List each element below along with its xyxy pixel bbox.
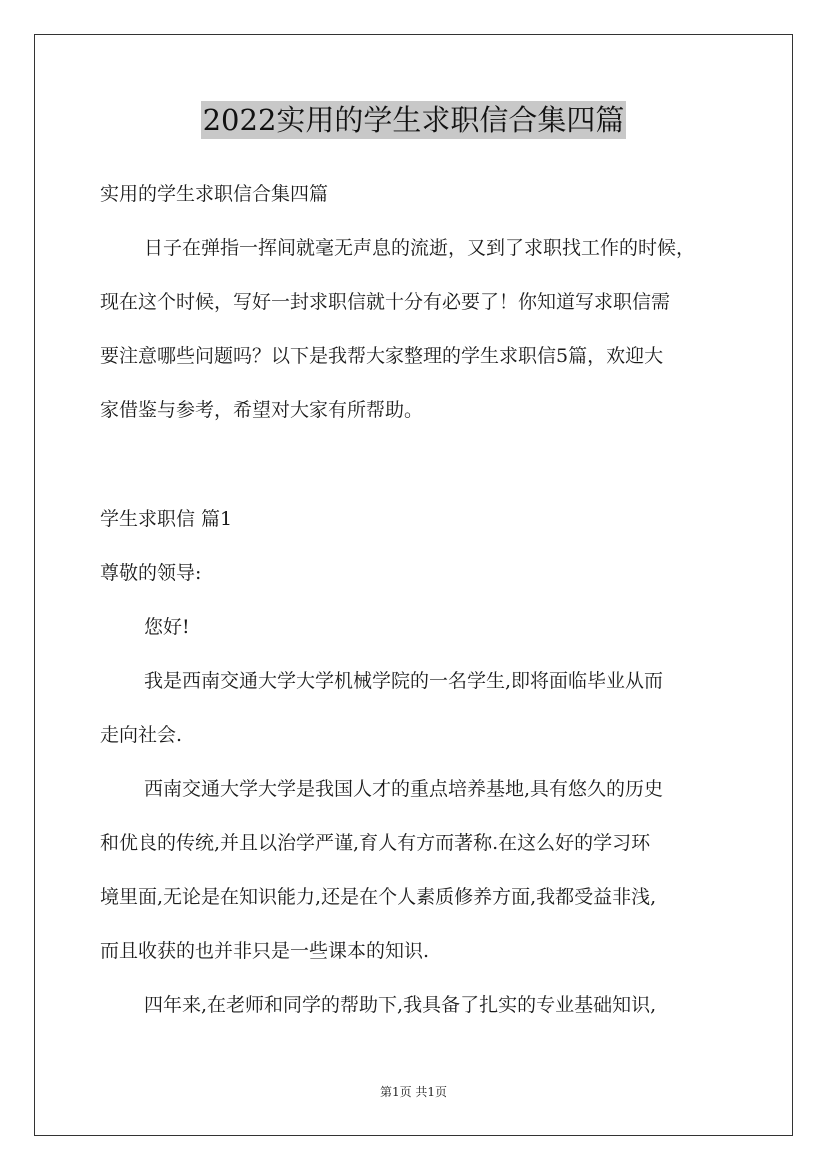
body-line-3: 西南交通大学大学是我国人才的重点培养基地,具有悠久的历史 <box>144 778 664 800</box>
body-line-5: 境里面,无论是在知识能力,还是在个人素质修养方面,我都受益非浅, <box>100 886 657 908</box>
intro-line-4: 家借鉴与参考，希望对大家有所帮助。 <box>100 399 424 421</box>
greeting: 您好! <box>144 616 190 638</box>
intro-line-1: 日子在弹指一挥间就毫无声息的流逝，又到了求职找工作的时候， <box>144 237 696 259</box>
body-line-6: 而且收获的也并非只是一些课本的知识. <box>100 940 430 962</box>
document-subtitle: 实用的学生求职信合集四篇 <box>100 183 329 205</box>
section-heading: 学生求职信 篇1 <box>100 508 233 530</box>
body-line-1: 我是西南交通大学大学机械学院的一名学生,即将面临毕业从而 <box>144 670 664 692</box>
body-line-4: 和优良的传统,并且以治学严谨,育人有方而著称.在这么好的学习环 <box>100 832 651 854</box>
body-line-2: 走向社会. <box>100 724 183 746</box>
salutation: 尊敬的领导: <box>100 562 202 584</box>
page-footer <box>0 1083 827 1100</box>
document-title-text: 2022实用的学生求职信合集四篇 <box>202 103 625 137</box>
body-line-7: 四年来,在老师和同学的帮助下,我具备了扎实的专业基础知识, <box>144 994 657 1016</box>
intro-line-2: 现在这个时候，写好一封求职信就十分有必要了！你知道写求职信需 <box>100 291 671 313</box>
document-title <box>0 100 827 140</box>
page-number-label: 第1页 共1页 <box>379 1085 448 1099</box>
intro-line-3: 要注意哪些问题吗？以下是我帮大家整理的学生求职信5篇，欢迎大 <box>100 345 664 367</box>
